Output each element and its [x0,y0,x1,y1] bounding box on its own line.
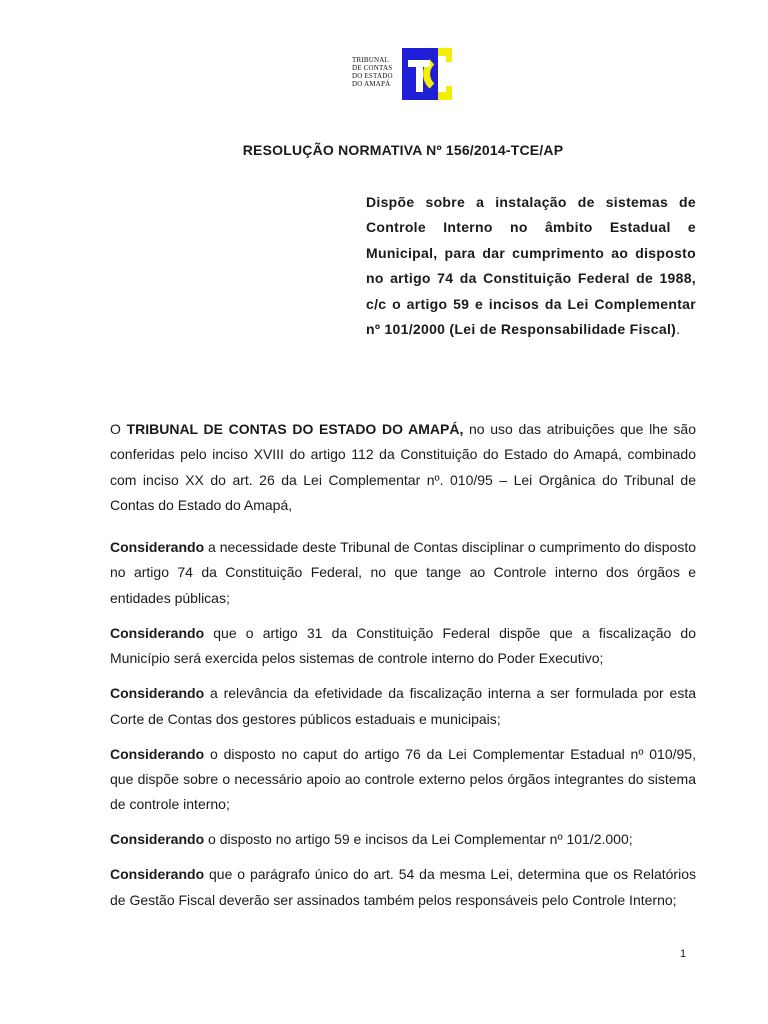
tc-emblem-icon [402,48,452,100]
considerando-text: a necessidade deste Tribunal de Contas disciplinar o cumprimento do disposto no artigo 74 da Constituição Federal, no que tange ao Controle interno dos órgãos e entidades públicas; [110,539,696,606]
intro-paragraph [110,417,696,519]
ementa-text: Dispõe sobre a instalação de sistemas de Controle Interno no âmbito Estadual e Municipal, para dar cumprimento ao disposto no artigo 74 da Constituição Federal de 1988, c/c o artigo 59 e incisos da Lei Complementar nº 101/2000 (Lei de Responsabilidade Fiscal) [366,194,696,338]
considerando-lead: Considerando [110,539,205,555]
document-title: RESOLUÇÃO NORMATIVA Nº 156/2014-TCE/AP [242,142,564,158]
page-number: 1 [680,948,687,960]
ementa [366,190,696,342]
logo-line: DO ESTADO [352,72,393,80]
considerando-text: o disposto no artigo 59 e incisos da Lei Complementar nº 101/2.000; [204,831,633,848]
considerando-lead: Considerando [110,866,205,883]
intro-text: no uso das atribuições que lhe são conferidas pelo inciso XVIII do artigo 112 da Constituição do Estado do Amapá, combinado com inciso XX do art. 26 da Lei Complementar nº. 010/95 – Lei Orgânica do Tribunal de Contas do Estado do Amapá, [110,421,697,514]
intro-bold: TRIBUNAL DE CONTAS DO ESTADO DO AMAPÁ, [126,421,464,437]
considerando-text: o disposto no caput do artigo 76 da Lei Complementar Estadual nº 010/95, que dispõe sobre o necessário apoio ao controle externo pelos órgãos integrantes do sistema de controle interno; [110,745,696,813]
considerando-lead: Considerando [110,685,205,702]
considerando-paragraph [110,827,696,852]
considerando-paragraph [110,862,696,913]
intro-prefix: O [110,421,127,437]
considerandos [110,535,696,923]
logo-text [352,56,401,88]
considerando-lead: Considerando [110,831,205,848]
considerando-lead: Considerando [110,745,205,762]
considerando-text: a relevância da efetividade da fiscalização interna a ser formulada por esta Corte de Contas dos gestores públicos estaduais e municipais; [110,685,696,727]
considerando-paragraph [110,681,696,732]
considerando-paragraph [110,535,696,611]
tce-logo [352,48,452,100]
considerando-paragraph [110,742,696,818]
considerando-paragraph [110,621,696,672]
considerando-lead: Considerando [110,624,205,641]
ementa-end: . [676,321,681,338]
considerando-text: que o artigo 31 da Constituição Federal dispõe que a fiscalização do Município será exercida pelos sistemas de controle interno do Poder Executivo; [110,624,696,667]
logo-line: DO AMAPÁ [352,80,391,88]
logo-line: TRIBUNAL [352,56,389,64]
logo-line: DE CONTAS [352,64,393,72]
considerando-text: que o parágrafo único do art. 54 da mesma Lei, determina que os Relatórios de Gestão Fiscal deverão ser assinados também pelos responsáveis pelo Controle Interno; [110,866,696,908]
